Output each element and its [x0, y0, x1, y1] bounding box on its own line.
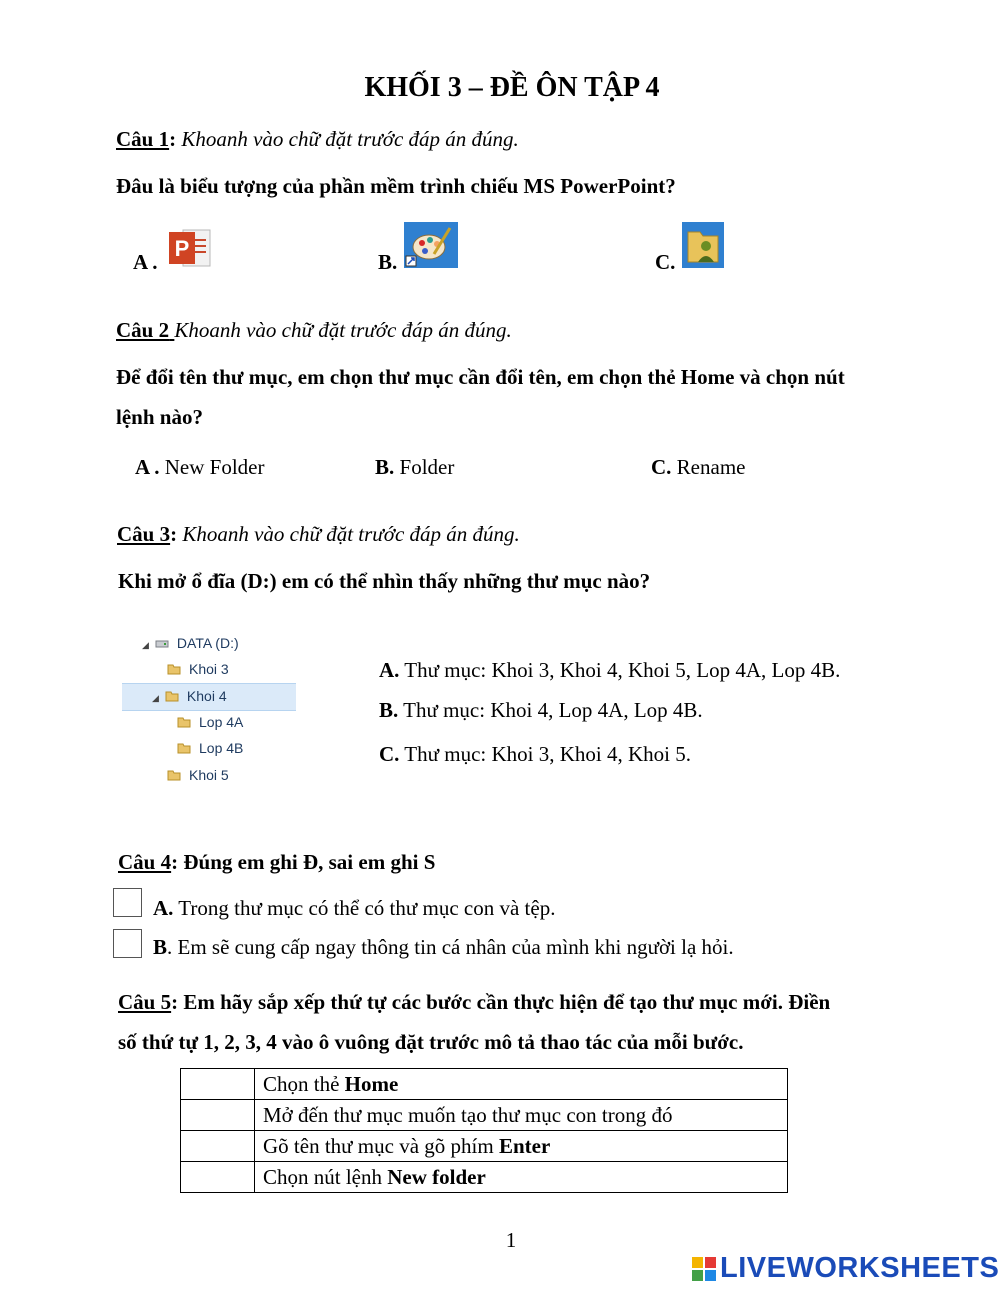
page-title: KHỐI 3 – ĐỀ ÔN TẬP 4: [364, 72, 660, 103]
paint-icon[interactable]: [404, 222, 458, 268]
table-row: [181, 1069, 788, 1100]
q3-option-b-text: Thư mục: Khoi 4, Lop 4A, Lop 4B.: [403, 698, 703, 722]
powerpoint-icon[interactable]: [167, 226, 213, 270]
q4-header: Câu 4: Đúng em ghi Đ, sai em ghi S: [118, 850, 436, 874]
q2-question-line2: lệnh nào?: [116, 405, 203, 429]
q2-option-c[interactable]: [651, 455, 745, 480]
folder-icon: [177, 741, 191, 755]
tree-item-khoi3[interactable]: [167, 656, 229, 682]
step-number-cell[interactable]: [181, 1100, 255, 1131]
q2-question-line1: Để đổi tên thư mục, em chọn thư mục cần đổi tên, em chọn thẻ Home và chọn nút: [116, 365, 845, 389]
q5-instruction-line2: số thứ tự 1, 2, 3, 4 vào ô vuông đặt trước mô tả thao tác của mỗi bước.: [118, 1030, 744, 1054]
q2-option-b-letter: B.: [375, 455, 395, 479]
q3-option-a[interactable]: [379, 658, 840, 683]
table-row: [181, 1131, 788, 1162]
q5-label: Câu 5: [118, 990, 172, 1014]
step-text-cell: Chọn thẻ Home: [255, 1069, 788, 1100]
q4-item-b-letter: B: [153, 935, 168, 959]
q3-question: Khi mở ổ đĩa (D:) em có thể nhìn thấy những thư mục nào?: [118, 569, 651, 593]
liveworksheets-blocks-icon: [692, 1257, 716, 1281]
q2-option-b[interactable]: [375, 455, 454, 480]
table-row: [181, 1162, 788, 1193]
q1-label: Câu 1: [116, 127, 170, 151]
tree-label-khoi4: Khoi 4: [186, 688, 227, 704]
q4-answer-box-b[interactable]: [113, 929, 142, 958]
page-number: 1: [505, 1228, 517, 1252]
folder-icon: [177, 715, 191, 729]
q2-header: [116, 318, 512, 343]
svg-text:P: P: [174, 236, 190, 261]
q1-instruction: Khoanh vào chữ đặt trước đáp án đúng.: [181, 127, 519, 151]
tree-item-lop4a[interactable]: [177, 709, 243, 735]
q1-header: Câu 1: Khoanh vào chữ đặt trước đáp án đúng.: [116, 127, 519, 151]
tree-item-drive[interactable]: [142, 630, 239, 656]
steps-table: [180, 1068, 788, 1193]
q1-option-b-label[interactable]: B.: [378, 250, 398, 274]
q3-label: Câu 3: [117, 522, 171, 546]
q2-option-a[interactable]: [135, 455, 265, 480]
folder-icon: [167, 768, 181, 782]
logo-text: LIVEWORKSHEETS: [720, 1252, 1000, 1284]
q4-item-b-text: . Em sẽ cung cấp ngay thông tin cá nhân của mình khi người lạ hỏi.: [167, 935, 734, 959]
step-number-cell[interactable]: [181, 1162, 255, 1193]
q2-instruction: Khoanh vào chữ đặt trước đáp án đúng.: [174, 318, 512, 342]
q4-item-b: [153, 935, 734, 960]
q2-label: Câu 2: [116, 318, 170, 342]
q3-option-c-letter: C.: [379, 742, 400, 766]
q4-item-a: [153, 896, 555, 921]
tree-label-drive: DATA (D:): [176, 635, 239, 651]
q3-option-a-text: Thư mục: Khoi 3, Khoi 4, Khoi 5, Lop 4A, Lop 4B.: [404, 658, 841, 682]
user-folder-icon[interactable]: [682, 222, 724, 268]
tree-label-khoi5: Khoi 5: [189, 767, 229, 783]
tree-item-khoi4[interactable]: [152, 683, 227, 709]
q3-option-c-text: Thư mục: Khoi 3, Khoi 4, Khoi 5.: [404, 742, 691, 766]
q3-instruction: Khoanh vào chữ đặt trước đáp án đúng.: [182, 522, 520, 546]
expand-triangle-icon: ◢: [152, 693, 159, 703]
step-number-cell[interactable]: [181, 1069, 255, 1100]
q2-option-b-text: Folder: [399, 455, 455, 479]
tree-label-khoi3: Khoi 3: [189, 661, 229, 677]
step-text-cell: Mở đến thư mục muốn tạo thư mục con trong đó: [255, 1100, 788, 1131]
q3-option-a-letter: A.: [379, 658, 400, 682]
q2-option-c-text: Rename: [676, 455, 746, 479]
q3-header: Câu 3: Khoanh vào chữ đặt trước đáp án đúng.: [117, 522, 520, 546]
drive-icon: [155, 636, 169, 650]
q1-option-c-label[interactable]: C.: [655, 250, 676, 274]
q3-option-c[interactable]: [379, 742, 691, 767]
q3-option-b[interactable]: [379, 698, 703, 723]
step-number-cell[interactable]: [181, 1131, 255, 1162]
tree-label-lop4a: Lop 4A: [199, 714, 244, 730]
folder-icon: [165, 689, 179, 703]
q2-option-c-letter: C.: [651, 455, 672, 479]
q1-option-a-label[interactable]: A .: [133, 250, 158, 274]
tree-item-khoi5[interactable]: [167, 762, 229, 788]
table-row: [181, 1100, 788, 1131]
expand-triangle-icon: ◢: [142, 640, 149, 650]
q2-option-a-text: New Folder: [164, 455, 265, 479]
step-text-cell: Chọn nút lệnh New folder: [255, 1162, 788, 1193]
tree-item-lop4b[interactable]: [177, 735, 243, 761]
tree-label-lop4b: Lop 4B: [199, 740, 244, 756]
folder-tree: [122, 628, 296, 790]
q4-instruction: Đúng em ghi Đ, sai em ghi S: [183, 850, 436, 874]
q4-item-a-text: Trong thư mục có thể có thư mục con và tệp.: [178, 896, 556, 920]
liveworksheets-logo[interactable]: [692, 1252, 999, 1285]
q3-option-b-letter: B.: [379, 698, 399, 722]
folder-icon: [167, 662, 181, 676]
q4-label: Câu 4: [118, 850, 172, 874]
q2-option-a-letter: A .: [135, 455, 160, 479]
q4-item-a-letter: A.: [153, 896, 174, 920]
q4-answer-box-a[interactable]: [113, 888, 142, 917]
step-text-cell: Gõ tên thư mục và gõ phím Enter: [255, 1131, 788, 1162]
q5-instruction-line1: Em hãy sắp xếp thứ tự các bước cần thực hiện để tạo thư mục mới. Điền: [183, 990, 831, 1014]
q5-header: Câu 5: Em hãy sắp xếp thứ tự các bước cần thực hiện để tạo thư mục mới. Điền: [118, 990, 831, 1014]
q1-question: Đâu là biểu tượng của phần mềm trình chiếu MS PowerPoint?: [116, 174, 676, 198]
